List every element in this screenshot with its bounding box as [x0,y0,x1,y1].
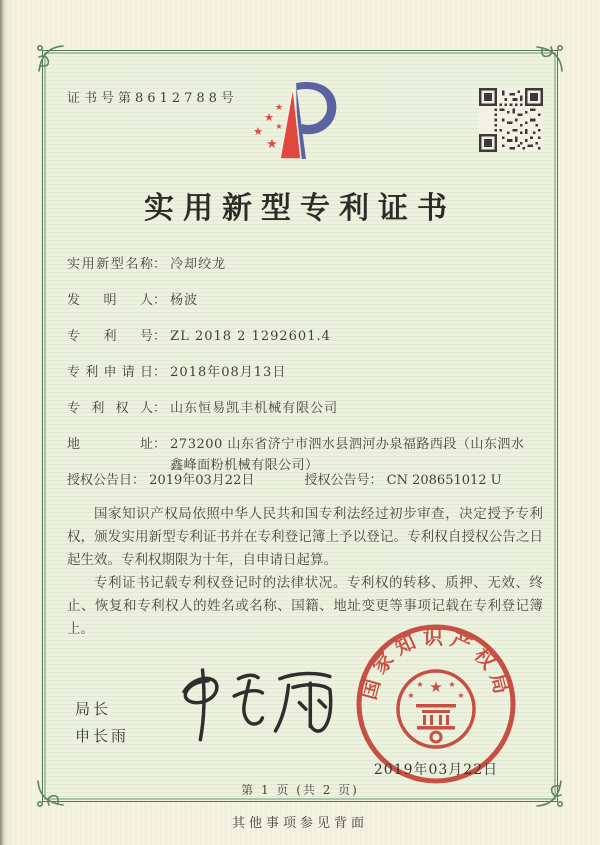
certificate-title: 实用新型专利证书 [144,191,456,226]
field-label: 专利申请日 [67,365,153,380]
legal-paragraph: 专利证书记载专利权登记时的法律状况。专利权的转移、质押、无效、终止、恢复和专利权人的姓名或名称、国籍、地址变更等事项记载在专利登记簿上。 [67,575,543,637]
field-row-inventor: 发明人： 杨波 [67,290,541,312]
director-signature [171,663,356,751]
field-label: 地址 [67,437,153,452]
field-value: 2018年08月13日 [170,365,287,380]
director-name: 申长雨 [75,727,130,745]
certificate-number: 证书号第8612788号 [67,91,238,106]
field-label: 专利权人 [67,401,153,416]
national-emblem-icon [398,671,474,747]
qr-code-icon [479,87,543,153]
field-value: 杨波 [170,293,199,308]
director-block [75,696,129,750]
legal-paragraph: 国家知识产权局依照中华人民共和国专利法经过初步审查，决定授予专利权，颁发实用新型专利证书并在专利登记簿上予以登记。专利权自授权公告之日起生效。专利权期限为十年，自申请日起算。 [67,506,543,568]
field-label: 专利号 [67,329,153,344]
svg-text:★: ★ [429,678,443,696]
svg-text:★: ★ [253,125,263,138]
svg-text:★: ★ [416,680,424,689]
field-row-patent-no: 专利号： ZL 2018 2 1292601.4 [67,326,541,348]
grant-no-label: 授权公告号 [304,473,370,488]
director-title: 局长 [75,700,112,718]
grant-date-label: 授权公告日 [67,473,133,488]
grant-date-value: 2019年03月22日 [149,473,255,488]
certificate-fields [67,254,541,490]
svg-text:★: ★ [457,691,465,700]
field-row-name: 实用新型名称： 冷却绞龙 [67,254,541,276]
scan-edge-shadow [0,0,5,845]
page-number: 第 1 页 (共 2 页) [241,783,359,797]
field-label: 发明人 [67,293,153,308]
field-value: ZL 2018 2 1292601.4 [170,329,331,344]
certificate-frame [42,50,558,802]
back-note: 其他事项参见背面 [231,816,368,831]
field-row-patentee: 专利权人： 山东恒易凯丰机械有限公司 [67,398,541,420]
svg-text:★: ★ [275,122,283,131]
grant-row: 授权公告日： 2019年03月22日 授权公告号： CN 208651012 U [67,473,502,488]
svg-text:★: ★ [266,137,278,152]
svg-text:★: ★ [407,691,415,700]
seal-text: 国家知识产权局 [356,625,516,703]
field-value: 273200 山东省济宁市泗水县泗河办泉福路西段（山东泗水鑫峰面粉机械有限公司） [170,437,525,473]
cnipa-patent-logo-icon [239,67,345,167]
corner-ornament-icon [535,43,565,73]
corner-ornament-icon [35,43,65,73]
field-row-filing-date: 专利申请日： 2018年08月13日 [67,362,541,384]
field-row-address: 地址： 273200 山东省济宁市泗水县泗河办泉福路西段（山东泗水鑫峰面粉机械有限公司） [67,434,541,476]
svg-text:★: ★ [264,111,274,124]
field-label: 实用新型名称 [67,257,153,272]
field-value: 山东恒易凯丰机械有限公司 [170,401,339,416]
field-value: 冷却绞龙 [170,257,227,272]
seal-date: 2019年03月22日 [373,762,499,778]
grant-no-value: CN 208651012 U [386,473,502,488]
svg-text:★: ★ [448,680,456,689]
svg-text:★: ★ [274,103,284,113]
